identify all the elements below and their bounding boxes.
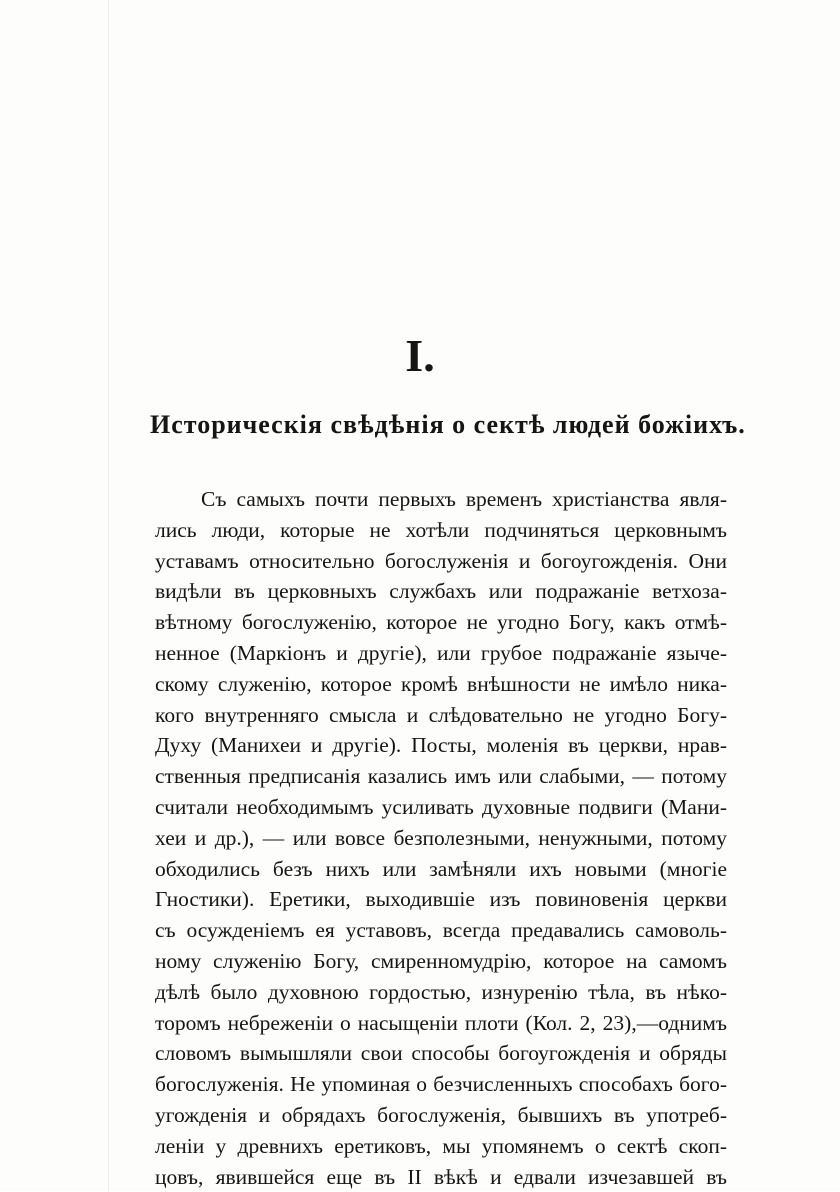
text-line: лись люди, которые не хотѣли подчиняться церковнымъ [155, 517, 727, 542]
text-line: вѣтному богослуженію, которое не угодно Богу, какъ отмѣ- [155, 610, 727, 635]
text-line: цовъ, явившейся еще въ II вѣкѣ и едвали изчезавшей въ [155, 1164, 727, 1189]
body-paragraph [155, 484, 727, 1192]
text-line: Духу (Манихеи и другіе). Посты, моленія въ церкви, нрав- [155, 733, 727, 758]
text-line: Съ самыхъ почти первыхъ временъ христіанства явля- [201, 487, 727, 511]
text-line: кого внутренняго смысла и слѣдовательно не угодно Богу- [155, 702, 727, 727]
text-line: Гностики). Еретики, выходившіе изъ повиновенія церкви [155, 887, 727, 912]
text-line: хеи и др.), — или вовсе безполезными, ненужными, потому [155, 825, 727, 850]
text-line: ственныя предписанія казались имъ или слабыми, — потому [155, 764, 727, 789]
text-line: дѣлѣ было духовною гордостью, изнуренію тѣла, въ нѣко- [155, 979, 727, 1004]
text-line: считали необходимымъ усиливать духовные подвиги (Мани- [155, 794, 727, 819]
text-line: словомъ вымышляли свои способы богоугожденія и обряды [155, 1041, 727, 1066]
text-line: богослуженія. Не упоминая о безчисленныхъ способахъ бого- [155, 1072, 727, 1097]
page-gutter-line [108, 0, 109, 1191]
text-line: ненное (Маркіонъ и другіе), или грубое подражаніе языче- [155, 640, 727, 665]
text-line: ному служенію Богу, смиренномудрію, которое на самомъ [155, 948, 727, 973]
text-line: угожденія и обрядахъ богослуженія, бывшихъ въ употреб- [155, 1102, 727, 1127]
text-line: видѣли въ церковныхъ службахъ или подражаніе ветхоза- [155, 579, 727, 604]
text-line: уставамъ относительно богослуженія и богоугожденія. Они [155, 548, 727, 573]
text-line: обходились безъ нихъ или замѣняли ихъ новыми (многіе [155, 856, 727, 881]
text-line: съ осужденіемъ ея уставовъ, всегда предавались самоволь- [155, 918, 727, 943]
chapter-number: I. [405, 330, 435, 381]
chapter-title: Историческія свѣдѣнія о сектѣ людей божіихъ. [150, 410, 746, 439]
text-line: торомъ небреженіи о насыщеніи плоти (Кол. 2, 23),—однимъ [155, 1010, 727, 1035]
text-line: скому служенію, которое кромѣ внѣшности не имѣло ника- [155, 671, 727, 696]
text-line: леніи у древнихъ еретиковъ, мы упомянемъ о сектѣ скоп- [155, 1133, 727, 1158]
